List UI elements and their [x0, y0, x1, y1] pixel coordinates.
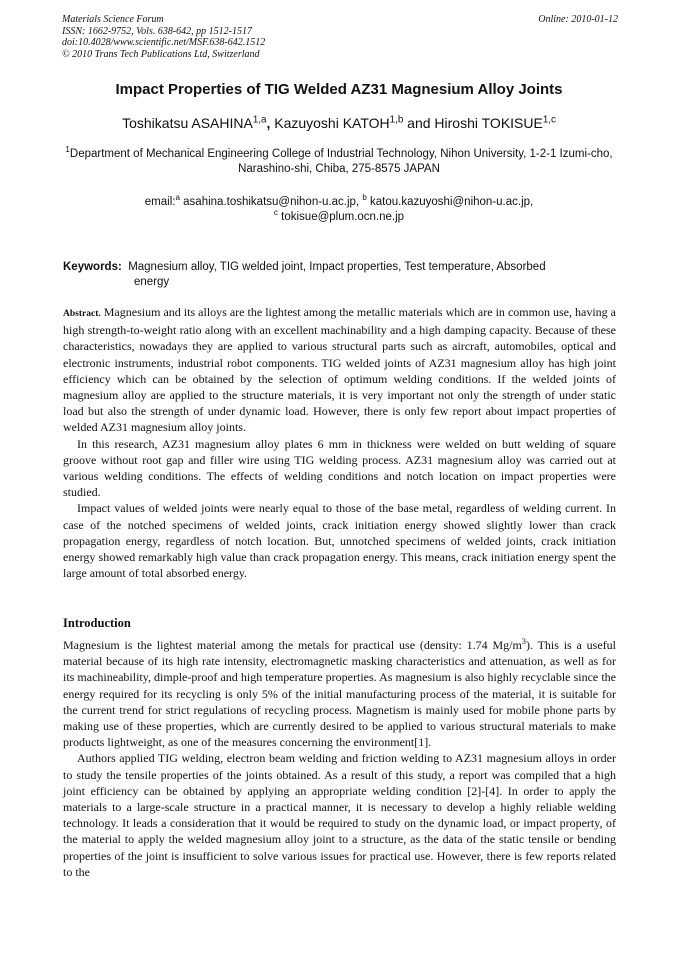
keywords-continued: energy	[134, 276, 170, 288]
author-list	[30, 115, 648, 131]
doi-line: doi:10.4028/www.scientific.net/MSF.638-642.1512	[62, 37, 266, 48]
affiliation	[50, 147, 628, 177]
email-block	[50, 195, 628, 225]
issn-line: ISSN: 1662-9752, Vols. 638-642, pp 1512-1517	[62, 25, 252, 37]
author-3: Hiroshi TOKISUE	[434, 115, 543, 131]
email-c: tokisue@plum.ocn.ne.jp	[281, 211, 405, 223]
affiliation-number: 1	[65, 145, 70, 155]
email-a: asahina.toshikatsu@nihon-u.ac.jp,	[183, 196, 360, 208]
section-heading: Introduction	[63, 616, 131, 630]
introduction-body	[63, 637, 616, 880]
email-b: katou.kazuyoshi@nihon-u.ac.jp,	[370, 196, 534, 208]
abstract-label: Abstract.	[63, 309, 101, 319]
journal-name: Materials Science Forum	[62, 14, 164, 25]
author-3-affil: 1,c	[542, 114, 556, 126]
author-2: Kazuyoshi KATOH	[274, 115, 390, 131]
keywords-label: Keywords:	[63, 261, 122, 273]
author-2-affil: 1,b	[389, 114, 404, 126]
page-header	[62, 14, 618, 60]
paper-title: Impact Properties of TIG Welded AZ31 Magnesium Alloy Joints	[115, 81, 563, 98]
author-1: Toshikatsu ASAHINA	[122, 115, 253, 131]
abstract-paragraph	[63, 304, 616, 436]
author-separator: and	[403, 115, 435, 131]
abstract-paragraph: Impact values of welded joints were nearly equal to those of the base metal, regardless of welding current. In case of the notched specimens of welded joints, crack initiation energy showed slightly lower than crack propagation energy, regardless of notch location. But, unnotched specimens of welded joints, crack initiation energy showed remarkably high value than crack propagation energy. This means, crack initiation energy spent the large amount of total absorbed energy.	[63, 501, 616, 581]
abstract-paragraph: In this research, AZ31 magnesium alloy plates 6 mm in thickness were welded on butt welding of square groove without root gap and filler wire using TIG welding process. AZ31 magnesium alloy was carried out at various welding conditions. The effects of welding conditions and notch location on impact properties were studied.	[63, 436, 616, 500]
abstract	[63, 304, 616, 581]
intro-text: Magnesium is the lightest material among the metals for practical use (density: 1.74 Mg/m	[63, 638, 522, 652]
email-sup-a: a	[175, 193, 180, 203]
keywords-text: Magnesium alloy, TIG welded joint, Impact properties, Test temperature, Absorbed	[128, 261, 546, 273]
keywords	[63, 260, 616, 290]
intro-paragraph: Authors applied TIG welding, electron beam welding and friction welding to AZ31 magnesium alloys in order to study the tensile properties of the joints obtained. As a result of this study, a report was compiled that a high joint efficiency can be obtained by applying an appropriate welding condition [2]-[4]. In order to apply the materials to a large-scale structure in a practical manner, it is necessary to develop a highly reliable welding technology. It leads a consideration that it would be required to study on the dynamic load, or impact property, of the material to apply the welded magnesium alloy joint to a structure, as the data of the static tensile or bending properties of the joint is insufficient to solve various issues for practical use. However, there is few reports related to the	[63, 751, 616, 879]
online-date: Online: 2010-01-12	[538, 14, 618, 25]
intro-paragraph	[63, 637, 616, 750]
email-label: email:	[144, 196, 176, 208]
author-1-affil: 1,a	[252, 114, 267, 126]
intro-text: ). This is a useful material because of its high rate intensity, electromagnetic masking characteristics and attenuation, as well as for its machineability, dimple-proof and high temperature properties. As magnesium is also highly recyclable since the energy required for its recycling is only 5% of the initial manufacturing process of the material, it is suitable for the current trend for strict regulations of recycling process. Magnetism is mainly used for mobile phone parts by making use of these properties, which are currently desired to be applied to various structural materials to make products lightweight, as one of the measures concerning the environment[1].	[63, 638, 617, 750]
copyright-line: © 2010 Trans Tech Publications Ltd, Switzerland	[62, 48, 260, 60]
email-sup-c: c	[273, 208, 278, 218]
intro-superscript: 3	[521, 637, 526, 646]
author-separator: ,	[266, 115, 275, 131]
affiliation-text: Department of Mechanical Engineering College of Industrial Technology, Nihon University, 1-2-1 Izumi-cho, Narashino-shi, Chiba, 275-8575 JAPAN	[69, 148, 613, 175]
email-sup-b: b	[362, 193, 367, 203]
abstract-text: Magnesium and its alloys are the lightest among the metallic materials which are in common use, having a high strength-to-weight ratio along with an excellent machinability and a high damping capacity. Because of these characteristics, nowadays they are applied to various structural parts such as aircraft, automobiles, optical and electronic instruments, industrial robot components. TIG welded joints of AZ31 magnesium alloy has high joint efficiency which can be obtained by the selection of optimum welding conditions. If the welded joints of magnesium alloy are applied to the structure materials, it is very important not only the strength of under static load but also the strength of under dynamic load. However, there is only few report about impact properties of welded AZ31 magnesium alloy joints.	[63, 305, 616, 435]
